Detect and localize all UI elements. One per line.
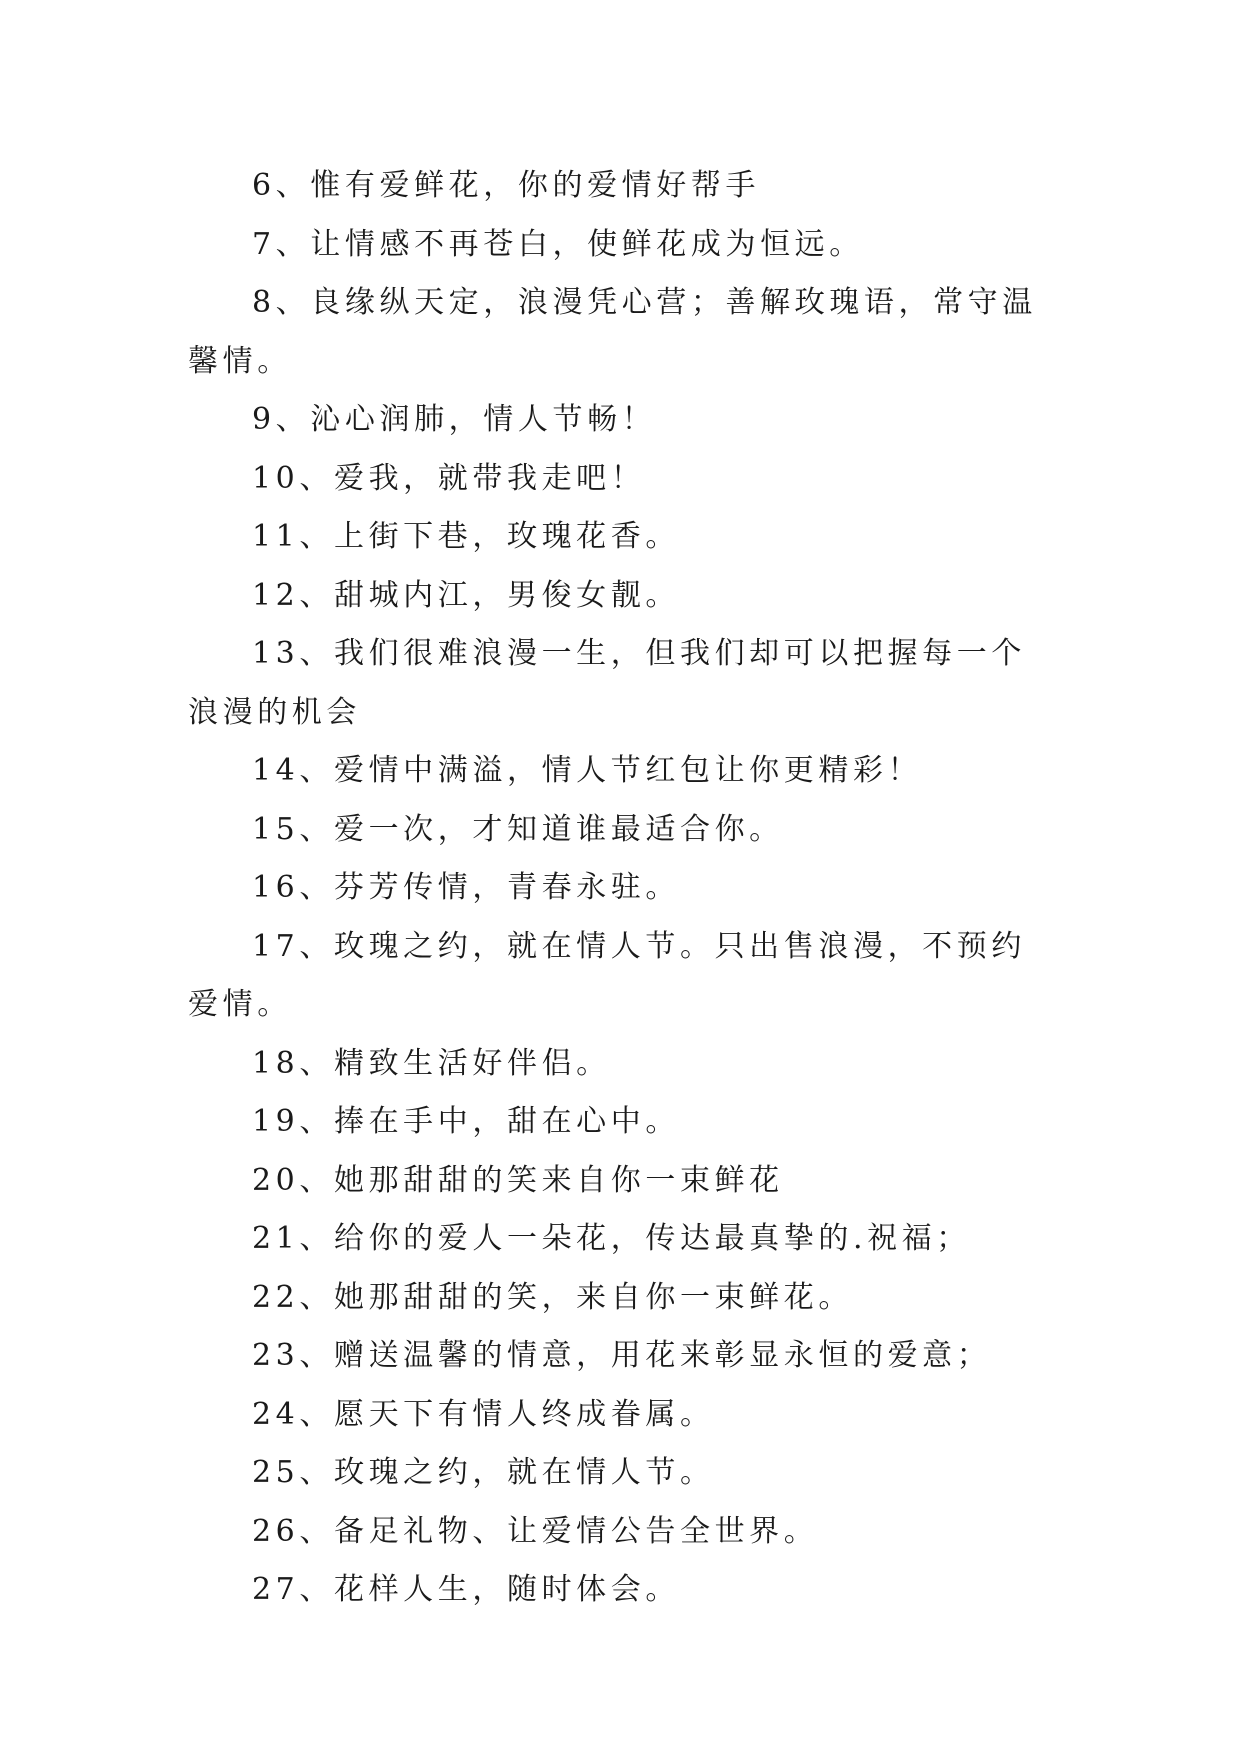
list-item: 11、上街下巷，玫瑰花香。 [252,519,680,554]
list-item: 15、爱一次，才知道谁最适合你。 [252,811,784,847]
list-item: 19、捧在手中，甜在心中。 [252,1104,680,1139]
list-item: 25、玫瑰之约，就在情人节。 [252,1455,715,1490]
list-item: 12、甜城内江，男俊女靓。 [252,577,680,613]
list-item: 6、惟有爱鲜花，你的爱情好帮手 [252,168,761,203]
list-item: 24、愿天下有情人终成眷属。 [252,1396,715,1432]
list-item: 23、赠送温馨的情意，用花来彰显永恒的爱意； [252,1338,992,1373]
list-item: 10、爱我，就带我走吧！ [252,460,646,496]
list-item: 8、良缘纵天定，浪漫凭心营；善解玫瑰语，常守温馨情。 [188,285,1037,379]
list-item: 13、我们很难浪漫一生，但我们却可以把握每一个浪漫的机会 [188,636,1026,730]
list-item: 21、给你的爱人一朵花，传达最真挚的.祝福； [252,1221,971,1256]
list-item: 26、备足礼物、让爱情公告全世界。 [252,1513,819,1549]
list-item: 18、精致生活好伴侣。 [252,1045,611,1081]
list-item: 20、她那甜甜的笑来自你一束鲜花 [252,1162,784,1198]
list-item: 7、让情感不再苍白，使鲜花成为恒远。 [252,226,864,262]
list-item: 22、她那甜甜的笑，来自你一束鲜花。 [252,1279,853,1315]
document-body [188,157,1048,1620]
list-item: 27、花样人生，随时体会。 [252,1572,680,1607]
list-item: 17、玫瑰之约，就在情人节。只出售浪漫，不预约爱情。 [188,928,1026,1022]
list-item: 16、芬芳传情，青春永驻。 [252,870,680,905]
list-item: 9、沁心润肺，情人节畅！ [252,402,657,437]
list-item: 14、爱情中满溢，情人节红包让你更精彩！ [252,753,923,788]
